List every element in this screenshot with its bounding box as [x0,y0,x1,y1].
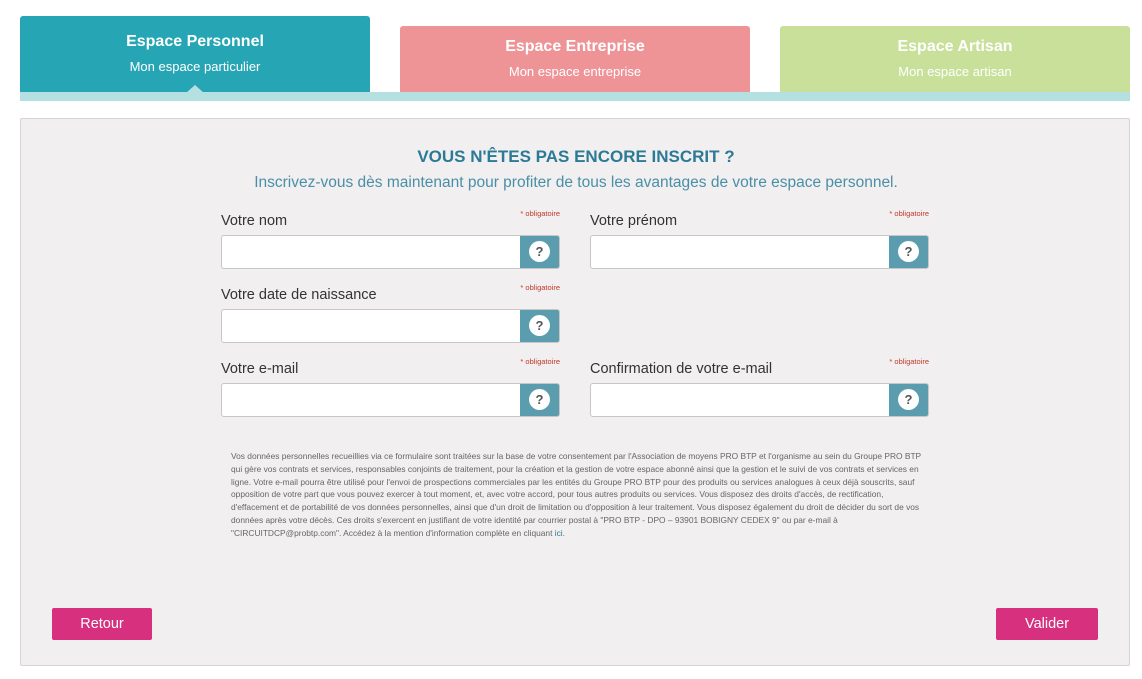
help-button[interactable] [889,236,928,268]
field-label: Votre e-mail [221,361,299,377]
field-box [221,309,560,343]
field-box [221,235,560,269]
birthdate-input[interactable] [222,310,520,342]
prenom-input[interactable] [591,236,889,268]
field-box [221,383,560,417]
tab-band [20,92,1130,101]
question-mark-icon: ? [898,389,919,410]
required-label: * obligatoire [520,357,560,366]
help-button[interactable] [520,236,559,268]
field-label: Votre nom [221,213,288,229]
tab-title: Espace Artisan [897,38,1013,55]
privacy-link[interactable]: ici [554,527,563,538]
required-label: * obligatoire [889,357,929,366]
email-input[interactable] [222,384,520,416]
question-mark-icon: ? [898,241,919,262]
email-confirm-input[interactable] [591,384,889,416]
form-heading: VOUS N'ÊTES PAS ENCORE INSCRIT ? [417,147,735,166]
field-naissance [221,283,560,345]
tab-title: Espace Entreprise [505,38,645,55]
help-button[interactable] [520,310,559,342]
required-label: * obligatoire [520,209,560,218]
privacy-notice [231,450,921,540]
field-email [221,357,560,419]
help-button[interactable] [520,384,559,416]
tab-subtitle: Mon espace entreprise [508,64,642,79]
registration-panel [20,118,1130,666]
privacy-notice-text: Vos données personnelles recueillies via ce formulaire sont traitées sur la base de votre consentement par l'Association de moyens PRO BTP et l'organisme au sein du Groupe PRO BTP qui gère vos contrats et services, responsables conjoints de traitement, pour la création et la gestion de votre espace abonné ainsi que la gestion et le suivi de vos contrats et services en ligne. Votre e-mail pourra être utilisé pour l'envoi de prospections commerciales par les entités du Groupe PRO BTP pour des produits ou services analogues à ceux déjà souscrits, sauf opposition de votre part que vous pouvez exercer à tout moment, et, avec votre accord, pour tous autres produits ou services. Vous disposez des droits d'accès, de rectification, d'effacement et de portabilité de vos données personnelles, ainsi que d'un droit de limitation ou d'opposition à leur traitement. Vous disposez également du droit de décider du sort de vos données après votre décès. Ces droits s'exercent en justifiant de votre identité par courrier postal à "PRO BTP - DPO – 93901 BOBIGNY CEDEX 9" ou par e-mail à "CIRCUITDCP@probtp.com". Accédez à la mention d'information complète en cliquant [231,451,921,538]
field-box [590,235,929,269]
field-nom [221,209,560,271]
required-label: * obligatoire [520,283,560,292]
field-prenom [590,209,929,271]
form-subheading: Inscrivez-vous dès maintenant pour profiter de tous les avantages de votre espace personnel. [254,174,898,191]
active-tab-indicator [186,85,204,93]
nom-input[interactable] [222,236,520,268]
question-mark-icon: ? [529,241,550,262]
tab-espace-personnel[interactable] [20,16,370,92]
submit-button[interactable]: Valider [996,608,1098,640]
field-label: Confirmation de votre e-mail [590,361,773,377]
tab-subtitle: Mon espace particulier [129,59,261,74]
field-label: Votre prénom [590,213,678,229]
field-box [590,383,929,417]
required-label: * obligatoire [889,209,929,218]
question-mark-icon: ? [529,315,550,336]
tab-title: Espace Personnel [126,33,264,50]
back-button[interactable]: Retour [52,608,152,640]
field-email-confirm [590,357,929,419]
privacy-notice-end: . [562,527,565,538]
help-button[interactable] [889,384,928,416]
tab-espace-entreprise[interactable] [400,26,750,92]
question-mark-icon: ? [529,389,550,410]
tab-subtitle: Mon espace artisan [898,64,1012,79]
field-label: Votre date de naissance [221,287,377,303]
tab-espace-artisan[interactable] [780,26,1130,92]
